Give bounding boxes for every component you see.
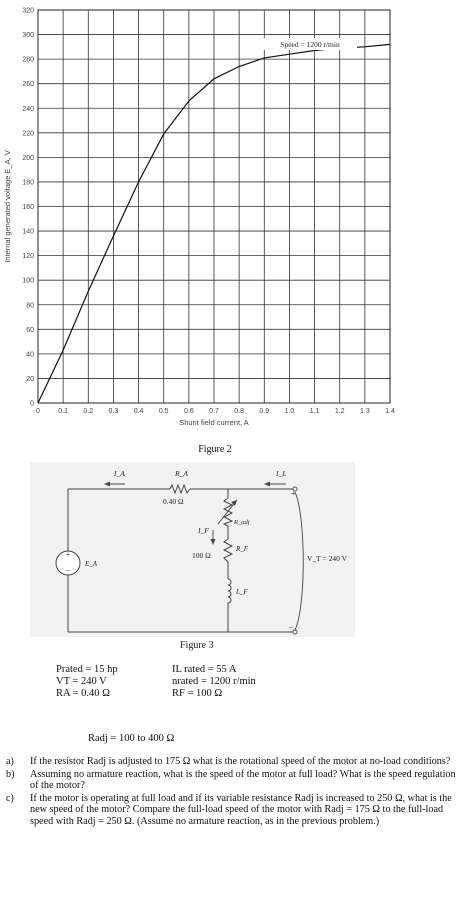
rf-value: 100 Ω <box>192 551 211 560</box>
y-tick-label: 120 <box>22 253 34 261</box>
x-tick-label: 1.4 <box>385 408 395 415</box>
x-tick-label: 1.2 <box>334 408 345 415</box>
ia-label: I_A <box>114 469 125 478</box>
x-tick-label: 0.2 <box>83 408 94 415</box>
y-tick-label: 60 <box>26 326 34 334</box>
question-text: If the resistor Radj is adjusted to 175 Ω what is the rotational speed of the motor at no-load conditions? <box>30 756 451 767</box>
x-tick-label: 0.9 <box>259 408 270 415</box>
y-axis-label: Internal generated voltage E_A, V <box>3 150 12 263</box>
question-text: If the motor is operating at full load and if its variable resistance Radj is increased to 250 Ω, what is the new speed of the motor? Compare the full-load speed of the motor with Radj = 175 Ω to the full-load speed with Radj = 250 Ω. (Assume no armature reaction, as in the previous problem.) <box>30 792 452 827</box>
question-list <box>0 756 462 829</box>
y-tick-label: 160 <box>22 204 34 211</box>
y-tick-label: 240 <box>22 105 34 113</box>
x-tick-label: 0.3 <box>108 408 119 415</box>
y-tick-label: 200 <box>22 154 34 162</box>
y-tick-label: 20 <box>26 375 34 383</box>
y-tick-label: 280 <box>22 56 34 64</box>
x-tick-label: 0.1 <box>58 408 69 415</box>
magnetization-curve-chart <box>0 0 420 440</box>
vt-label: V_T = 240 V <box>307 554 347 563</box>
x-tick-label: 0.6 <box>183 408 194 415</box>
figure-3-caption: Figure 3 <box>180 640 214 651</box>
x-tick-label: 1.1 <box>309 408 320 415</box>
x-tick-label: 0 <box>36 408 40 415</box>
source-minus-sign: − <box>65 566 71 575</box>
x-tick-label: 1.0 <box>284 408 295 415</box>
given-rated-line-current: IL rated = 55 A <box>172 664 237 675</box>
given-rated-speed: nrated = 1200 r/min <box>172 676 256 687</box>
y-tick-label: 320 <box>22 7 34 15</box>
y-tick-label: 140 <box>22 228 34 236</box>
given-radj-range: Radj = 100 to 400 Ω <box>88 733 175 744</box>
question-label: b) <box>6 768 15 780</box>
if-label: I_F <box>198 526 209 535</box>
figure-3 <box>30 462 355 652</box>
ea-label: E_A <box>85 560 98 568</box>
x-axis-label: Shunt field current, A <box>179 418 249 427</box>
negative-terminal <box>293 630 297 634</box>
y-tick-label: 300 <box>22 32 34 40</box>
terminal-plus-sign: + <box>291 489 296 498</box>
shunt-motor-circuit <box>30 462 355 652</box>
given-armature-resistance: RA = 0.40 Ω <box>56 688 110 699</box>
given-right <box>172 664 312 700</box>
question-a <box>0 756 462 768</box>
rf-label: R_F <box>236 545 249 553</box>
given-left <box>56 664 166 700</box>
lf-label: L_F <box>236 588 248 596</box>
y-tick-label: 80 <box>26 302 34 310</box>
question-b <box>0 769 462 792</box>
y-tick-label: 180 <box>22 179 34 187</box>
x-tick-label: 0.7 <box>209 408 219 415</box>
ra-value: 0.40 Ω <box>163 497 184 506</box>
circuit-background <box>30 462 355 637</box>
given-field-resistance: RF = 100 Ω <box>172 688 223 699</box>
figure-2-caption: Figure 2 <box>198 444 232 455</box>
x-tick-label: 0.4 <box>133 408 144 415</box>
figure-2 <box>0 0 470 440</box>
question-label: c) <box>6 792 14 804</box>
given-rated-power: Prated = 15 hp <box>56 664 118 675</box>
given-terminal-voltage: VT = 240 V <box>56 676 107 687</box>
il-label: I_L <box>276 469 287 478</box>
question-c <box>0 793 462 828</box>
question-label: a) <box>6 756 14 767</box>
y-tick-label: 220 <box>22 130 34 138</box>
ra-label: R_A <box>175 469 188 478</box>
x-tick-label: 0.8 <box>234 408 245 415</box>
question-text: Assuming no armature reaction, what is the speed of the motor at full load? What is the speed regulation of the motor? <box>30 768 456 792</box>
x-tick-label: 0.5 <box>158 408 169 415</box>
y-tick-label: 260 <box>22 81 34 89</box>
x-tick-label: 1.3 <box>359 408 370 415</box>
radj-label: R_adj <box>234 519 250 526</box>
y-tick-label: 100 <box>22 277 34 285</box>
y-tick-label: 40 <box>26 351 34 359</box>
terminal-minus-sign: − <box>289 623 294 632</box>
speed-label: Speed = 1200 r/min <box>280 40 340 49</box>
y-tick-label: 0 <box>30 400 34 408</box>
source-plus-sign: + <box>65 550 71 559</box>
